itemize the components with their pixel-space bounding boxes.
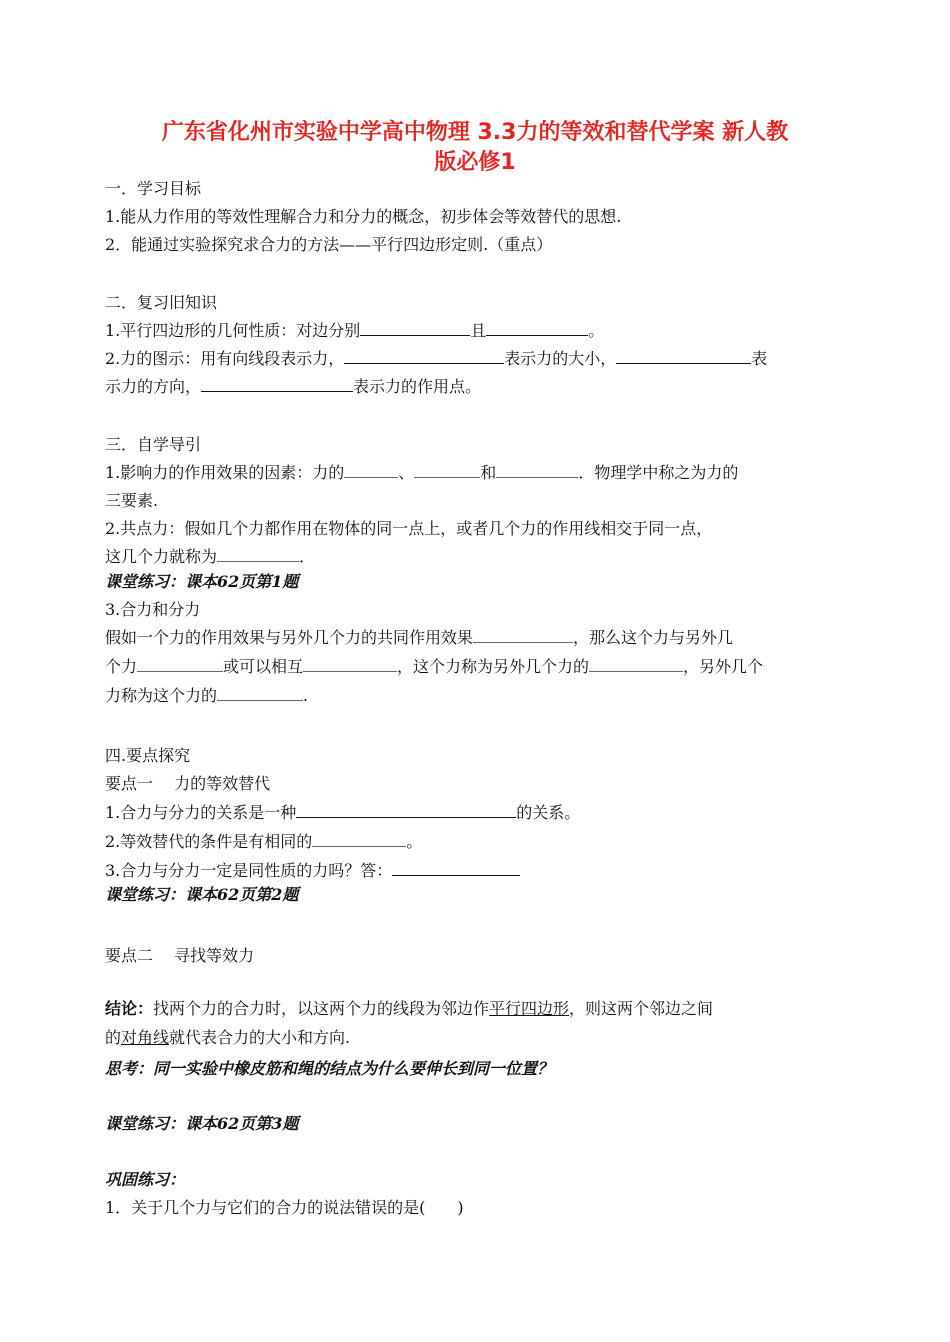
q-text: 。 — [406, 832, 423, 851]
q-text: 1.影响力的作用效果的因素：力的 — [105, 463, 345, 482]
answer-blank[interactable] — [486, 320, 588, 336]
section-1-heading: 一．学习目标 — [105, 179, 202, 198]
key-point-2-heading: 要点二 寻找等效力 — [105, 946, 255, 965]
section-2-heading: 二．复习旧知识 — [105, 293, 218, 312]
sec1-item-2-text: 2．能通过实验探究求合力的方法——平行四边形定则.（重点） — [105, 235, 553, 254]
q-text: 表 — [751, 349, 768, 368]
q-text: 示力的方向， — [105, 377, 202, 396]
q-text: ，那么这个力与另外几 — [573, 628, 734, 647]
q-text: 表示力的作用点。 — [353, 377, 482, 396]
q-text: 、 — [398, 463, 415, 482]
key-point-1-question-1 — [105, 802, 580, 824]
key-point-1-heading: 要点一 力的等效替代 — [105, 774, 271, 793]
answer-blank[interactable] — [344, 348, 504, 364]
conclusion-label: 结论： — [105, 999, 154, 1018]
sec2-question-2 — [105, 348, 767, 370]
answer-blank[interactable] — [217, 685, 303, 701]
document-title-line-1: 广东省化州市实验中学高中物理 3.3力的等效和替代学案 新人教 — [161, 120, 789, 145]
sec1-item-1 — [105, 206, 621, 228]
sec3-question-3 — [105, 627, 733, 649]
q-text: 和 — [480, 463, 497, 482]
q-text: 假如一个力的作用效果与另外几个力的共同作用效果 — [105, 628, 474, 647]
q-text: 。 — [588, 321, 605, 340]
document-title-line-2: 版必修1 — [434, 150, 516, 175]
underlined-term: 平行四边形 — [489, 999, 570, 1018]
practice-note-2: 课堂练习：课本62页第2题 — [105, 885, 299, 904]
conclusion-text: 就代表合力的大小和方向. — [169, 1028, 351, 1047]
sec3-question-3-cont — [105, 656, 763, 678]
sec2-question-2-cont — [105, 376, 481, 398]
q-text: . — [303, 686, 309, 705]
conclusion-text: ，则这两个邻边之间 — [569, 999, 714, 1018]
answer-blank[interactable] — [344, 462, 398, 478]
answer-blank[interactable] — [496, 462, 578, 478]
answer-blank[interactable] — [217, 546, 299, 562]
answer-blank[interactable] — [392, 860, 520, 876]
answer-blank[interactable] — [137, 656, 223, 672]
underlined-term: 对角线 — [121, 1028, 170, 1047]
q-text: 且 — [470, 321, 487, 340]
q-text: ． — [299, 547, 316, 566]
q-text: 2.等效替代的条件是有相同的 — [105, 832, 313, 851]
q-text: ，另外几个 — [683, 657, 764, 676]
answer-blank[interactable] — [303, 656, 397, 672]
answer-blank[interactable] — [296, 802, 516, 818]
q-text: ．物理学中称之为力的 — [578, 463, 739, 482]
consolidation-heading: 巩固练习： — [105, 1170, 186, 1189]
q-text: 或可以相互 — [223, 657, 304, 676]
q-text: 表示力的大小， — [504, 349, 617, 368]
think-question: 思考：同一实验中橡皮筋和绳的结点为什么要伸长到同一位置？ — [105, 1059, 554, 1078]
answer-blank[interactable] — [473, 627, 573, 643]
sec3-question-2: 2.共点力：假如几个力都作用在物体的同一点上，或者几个力的作用线相交于同一点， — [105, 519, 713, 538]
sec3-question-3-cont-2 — [105, 685, 308, 707]
key-point-1-question-2 — [105, 831, 422, 853]
q-text: ，这个力称为另外几个力的 — [397, 657, 590, 676]
q-text: 个力 — [105, 657, 138, 676]
answer-blank[interactable] — [589, 656, 683, 672]
consolidation-question-1: 1．关于几个力与它们的合力的说法错误的是( ) — [105, 1198, 464, 1217]
section-3-heading: 三．自学导引 — [105, 435, 202, 454]
conclusion-line-2 — [105, 1027, 350, 1049]
conclusion-line-1 — [105, 998, 713, 1020]
sec3-question-3-heading: 3.合力和分力 — [105, 600, 201, 619]
q-text: 1.合力与分力的关系是一种 — [105, 803, 297, 822]
q-text: 的关系。 — [516, 803, 581, 822]
answer-blank[interactable] — [414, 462, 480, 478]
answer-blank[interactable] — [616, 348, 751, 364]
conclusion-text: 找两个力的合力时，以这两个力的线段为邻边作 — [153, 999, 490, 1018]
sec2-question-1 — [105, 320, 604, 342]
answer-blank[interactable] — [201, 376, 353, 392]
q-text: 这几个力就称为 — [105, 547, 218, 566]
key-point-1-question-3 — [105, 860, 520, 882]
sec1-item-1-text: 1.能从力作用的等效性理解合力和分力的概念，初步体会等效替代的思想. — [105, 207, 622, 226]
practice-note-1: 课堂练习：课本62页第1题 — [105, 572, 299, 591]
sec3-question-2-cont — [105, 546, 315, 568]
conclusion-text: 的 — [105, 1028, 122, 1047]
q-text: 2.力的图示：用有向线段表示力， — [105, 349, 345, 368]
section-4-heading: 四.要点探究 — [105, 746, 191, 765]
sec3-question-1 — [105, 462, 738, 484]
q-text: 1.平行四边形的几何性质：对边分别 — [105, 321, 361, 340]
sec3-question-1-cont: 三要素. — [105, 491, 159, 510]
answer-blank[interactable] — [360, 320, 470, 336]
practice-note-3: 课堂练习：课本62页第3题 — [105, 1114, 299, 1133]
q-text: 3.合力与分力一定是同性质的力吗？答： — [105, 861, 393, 880]
sec1-item-2 — [105, 234, 552, 256]
q-text: 力称为这个力的 — [105, 686, 218, 705]
answer-blank[interactable] — [312, 831, 406, 847]
